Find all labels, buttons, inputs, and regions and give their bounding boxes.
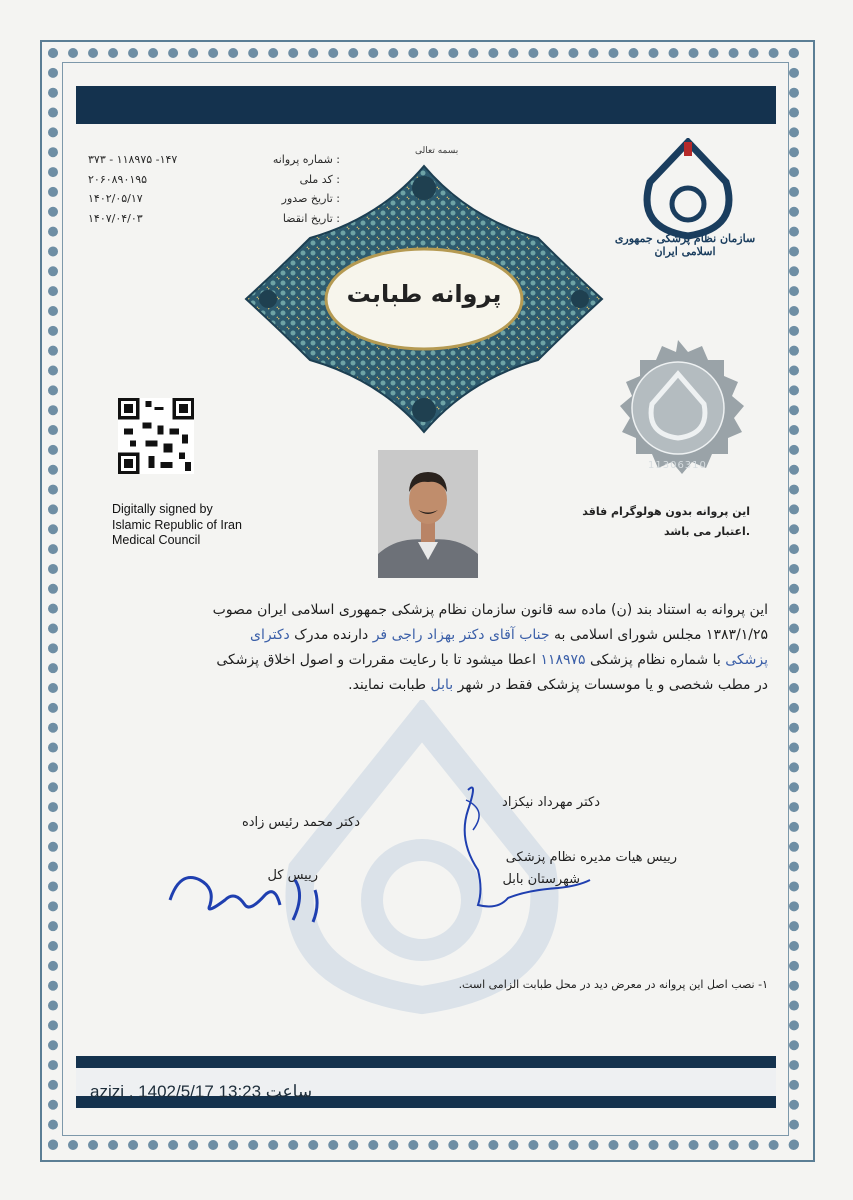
top-header-bar xyxy=(76,86,776,124)
license-body-text xyxy=(100,598,768,698)
digital-signature-text xyxy=(112,502,242,549)
body-line-1 xyxy=(100,598,768,623)
footer-bar xyxy=(76,1056,776,1108)
body-line-3-text: با شماره نظام پزشکی xyxy=(585,652,726,668)
holder-photo xyxy=(378,450,478,578)
hologram-note-line2: اعتبار می باشد. xyxy=(664,525,750,538)
digital-signature-line1: Digitally signed by xyxy=(112,502,213,516)
qr-code-icon xyxy=(118,398,194,474)
organization-name: سازمان نظام پزشکی جمهوری اسلامی ایران xyxy=(614,232,756,258)
body-line-2 xyxy=(100,623,768,648)
license-number-value: ۳۷۳ - ۱۱۸۹۷۵ -۱۴۷ xyxy=(88,153,178,166)
right-signatory-city: شهرستان بابل xyxy=(502,872,580,887)
footer-print-info: azizi , 1402/5/17 13:23 ساعت xyxy=(90,1082,313,1101)
hologram-note-line1: این پروانه بدون هولوگرام فاقد xyxy=(582,505,750,518)
body-line-3-text-b: اعطا میشود تا با رعایت مقررات و اصول اخلاق پزشکی xyxy=(216,652,541,668)
holder-name: جناب آقای دکتر بهزاد راجی فر xyxy=(372,627,550,643)
left-signatory-role: رییس کل xyxy=(267,868,318,883)
body-line-2-text: ۱۳۸۳/۱/۲۵ مجلس شورای اسلامی به xyxy=(549,627,768,643)
display-requirement-note: ۱- نصب اصل این پروانه در معرض دید در محل طبابت الزامی است. xyxy=(458,978,768,991)
hologram-note xyxy=(580,502,750,542)
issue-date-value: ۱۴۰۲/۰۵/۱۷ xyxy=(88,192,143,205)
body-line-4 xyxy=(100,673,768,698)
hologram-serial: 11306310 xyxy=(648,460,707,471)
degree-text: دکترای xyxy=(250,627,290,643)
left-handwritten-signature xyxy=(165,850,325,930)
digital-signature-line2: Islamic Republic of Iran xyxy=(112,517,242,532)
left-signatory-name: دکتر محمد رئیس زاده xyxy=(241,815,360,830)
expiry-date-value: ۱۴۰۷/۰۴/۰۳ xyxy=(88,211,143,225)
body-line-4-text-b: طبابت نمایند. xyxy=(348,677,431,693)
body-line-2-text-b: دارنده مدرک xyxy=(289,627,373,643)
national-id-label: کد ملی : xyxy=(299,172,340,186)
digital-signature-line3: Medical Council xyxy=(112,533,201,547)
footer-strip xyxy=(76,1068,776,1101)
right-signatory-role: رییس هیات مدیره نظام پزشکی xyxy=(505,850,677,865)
city-name: بابل xyxy=(430,677,454,693)
body-line-1-text: این پروانه به استناد بند (ن) ماده سه قانون سازمان نظام پزشکی جمهوری اسلامی ایران مصوب xyxy=(212,602,768,618)
portrait-icon xyxy=(378,450,478,578)
issue-date-label: تاریخ صدور : xyxy=(281,192,340,205)
medical-number: ۱۱۸۹۷۵ xyxy=(540,652,586,668)
national-id-value: ۲۰۶۰۸۹۰۱۹۵ xyxy=(88,172,148,186)
body-line-3 xyxy=(100,648,768,673)
degree-text-2: پزشکی xyxy=(725,652,768,668)
license-info-values xyxy=(88,150,198,228)
right-signatory-name: دکتر مهرداد نیکزاد xyxy=(502,795,600,810)
besm-text: بسمه تعالی xyxy=(415,146,459,156)
right-handwritten-signature xyxy=(448,770,598,920)
license-title: پروانه طبابت xyxy=(346,280,502,308)
expiry-date-label: تاریخ انقضا : xyxy=(282,211,340,225)
license-number-label: شماره پروانه : xyxy=(272,153,340,166)
body-line-4-text: در مطب شخصی و یا موسسات پزشکی فقط در شهر xyxy=(453,677,768,693)
